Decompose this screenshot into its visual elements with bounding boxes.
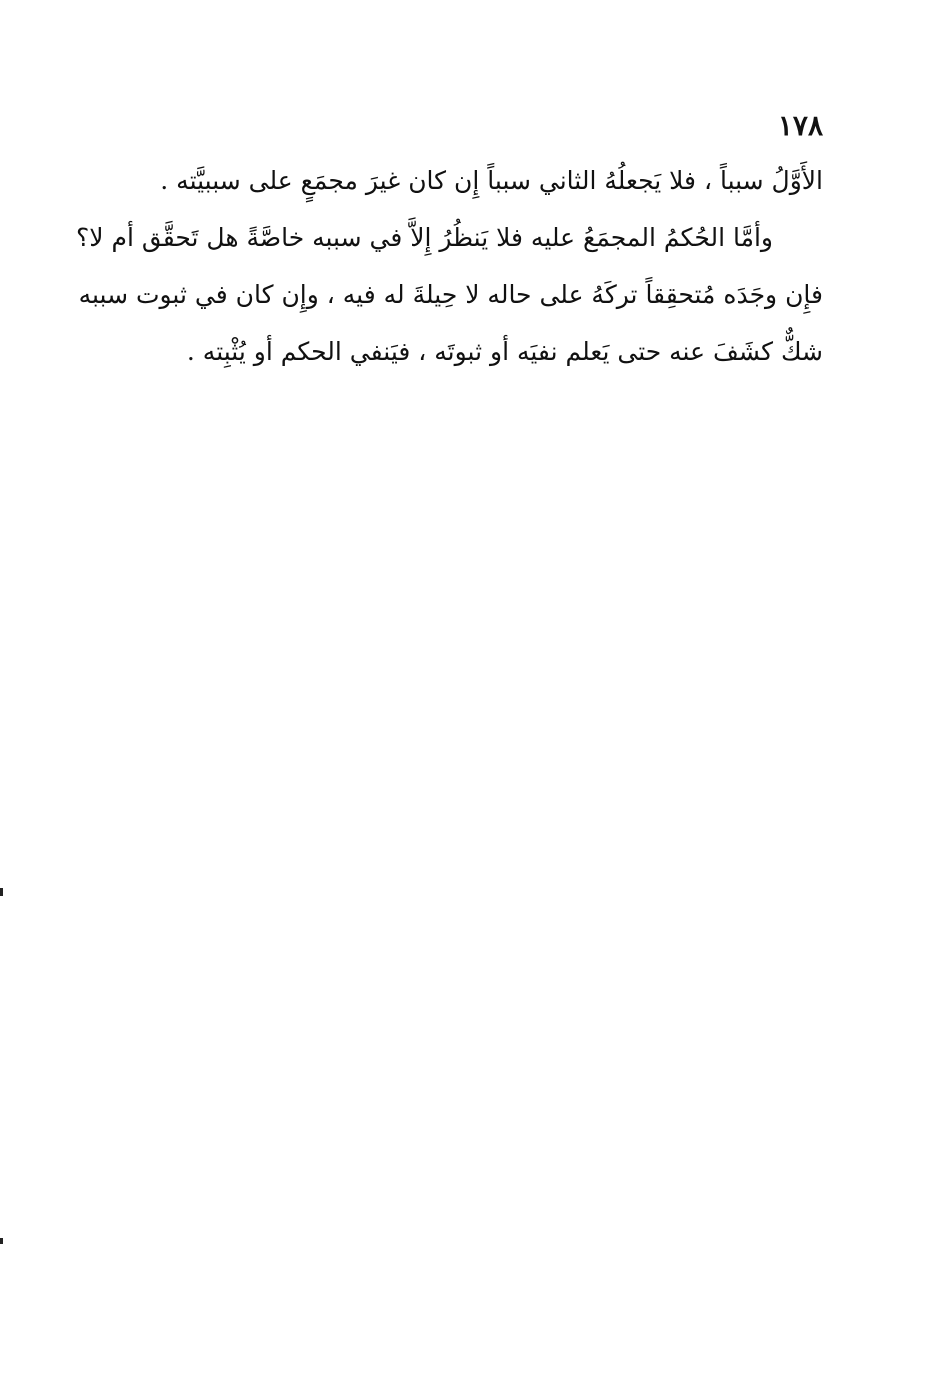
- body-text: [76, 152, 823, 380]
- text-line: الأَوَّلُ سبباً ، فلا يَجعلُهُ الثاني سبباً إِن كان غيرَ مجمَعٍ على سببيَّته .: [160, 166, 823, 195]
- scan-edge-mark: [0, 888, 3, 896]
- page-number: ١٧٨: [777, 109, 823, 142]
- text-line: فإِن وجَدَه مُتحقِقاً تركَهُ على حاله لا حِيلةَ له فيه ، وإِن كان في ثبوت سببه: [78, 280, 823, 309]
- paragraph-2: [76, 209, 823, 380]
- paragraph-1: [93, 152, 823, 209]
- scan-edge-mark: [0, 1238, 3, 1244]
- text-line: شكٌّ كشَفَ عنه حتى يَعلم نفيَه أو ثبوتَه ، فيَنفي الحكم أو يُثْبِته .: [186, 337, 823, 366]
- text-line: وأمَّا الحُكمُ المجمَعُ عليه فلا يَنظُرُ إِلاَّ في سببه خاصَّةً هل تَحقَّق أم لا؟: [76, 223, 773, 252]
